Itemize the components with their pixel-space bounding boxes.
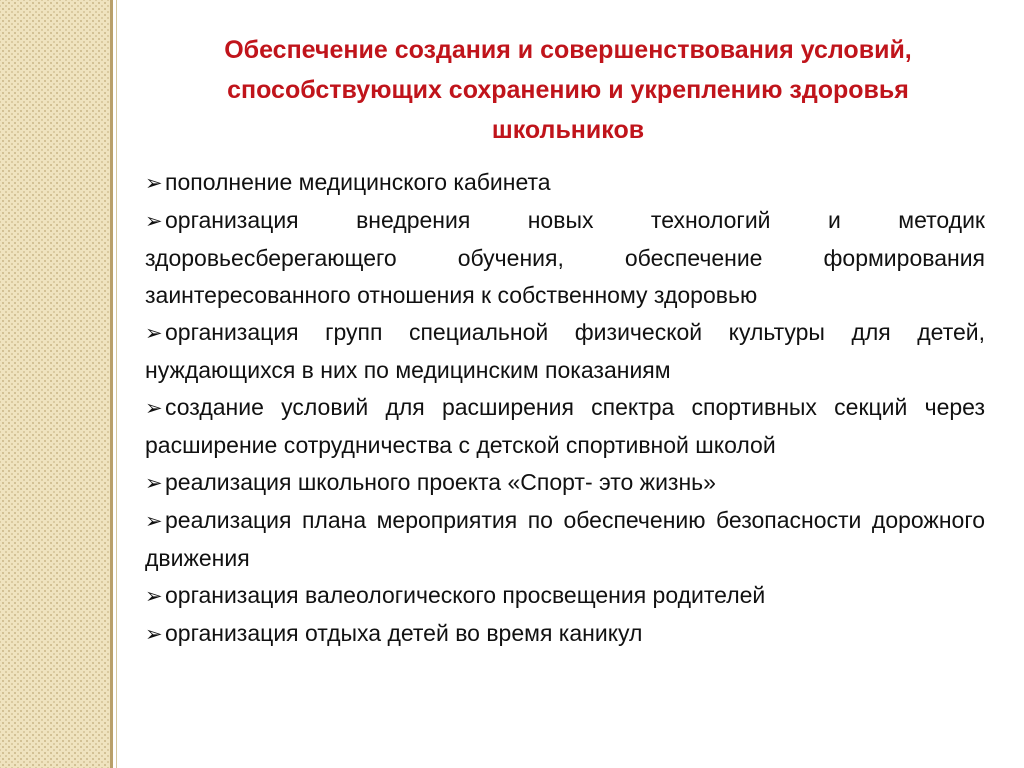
bullet-item (145, 314, 985, 389)
bullet-item (145, 389, 985, 464)
arrow-bullet-icon: ➢ (145, 172, 163, 195)
arrow-bullet-icon: ➢ (145, 322, 163, 345)
bullet-item (145, 164, 985, 202)
bullet-text: реализация школьного проекта «Спорт- это жизнь» (165, 469, 716, 495)
arrow-bullet-icon: ➢ (145, 472, 163, 495)
bullet-item (145, 202, 985, 314)
bullet-item (145, 502, 985, 577)
bullet-text: организация внедрения новых технологий и методик здоровьесберегающего обучения, обеспечение формирования заинтересованного отношения к собственному здоровью (145, 207, 985, 308)
bullet-text: организация валеологического просвещения родителей (165, 582, 766, 608)
bullet-text: пополнение медицинского кабинета (165, 169, 551, 195)
arrow-bullet-icon: ➢ (145, 585, 163, 608)
strip-border-line-thin (116, 0, 117, 768)
arrow-bullet-icon: ➢ (145, 210, 163, 233)
bullet-text: реализация плана мероприятия по обеспечению безопасности дорожного движения (145, 507, 985, 571)
bullet-text: создание условий для расширения спектра спортивных секций через расширение сотрудничества с детской спортивной школой (145, 394, 985, 458)
decorative-side-strip (0, 0, 110, 768)
arrow-bullet-icon: ➢ (145, 397, 163, 420)
slide-title: Обеспечение создания и совершенствования условий, способствующих сохранению и укреплению здоровья школьников (224, 36, 912, 144)
bullet-item (145, 464, 985, 502)
bullet-item (145, 615, 985, 653)
arrow-bullet-icon: ➢ (145, 623, 163, 646)
strip-border-line (110, 0, 113, 768)
bullet-list (145, 164, 985, 653)
bullet-item (145, 577, 985, 615)
bullet-text: организация отдыха детей во время каникул (165, 620, 643, 646)
arrow-bullet-icon: ➢ (145, 510, 163, 533)
bullet-text: организация групп специальной физической культуры для детей, нуждающихся в них по медицинским показаниям (145, 319, 985, 383)
